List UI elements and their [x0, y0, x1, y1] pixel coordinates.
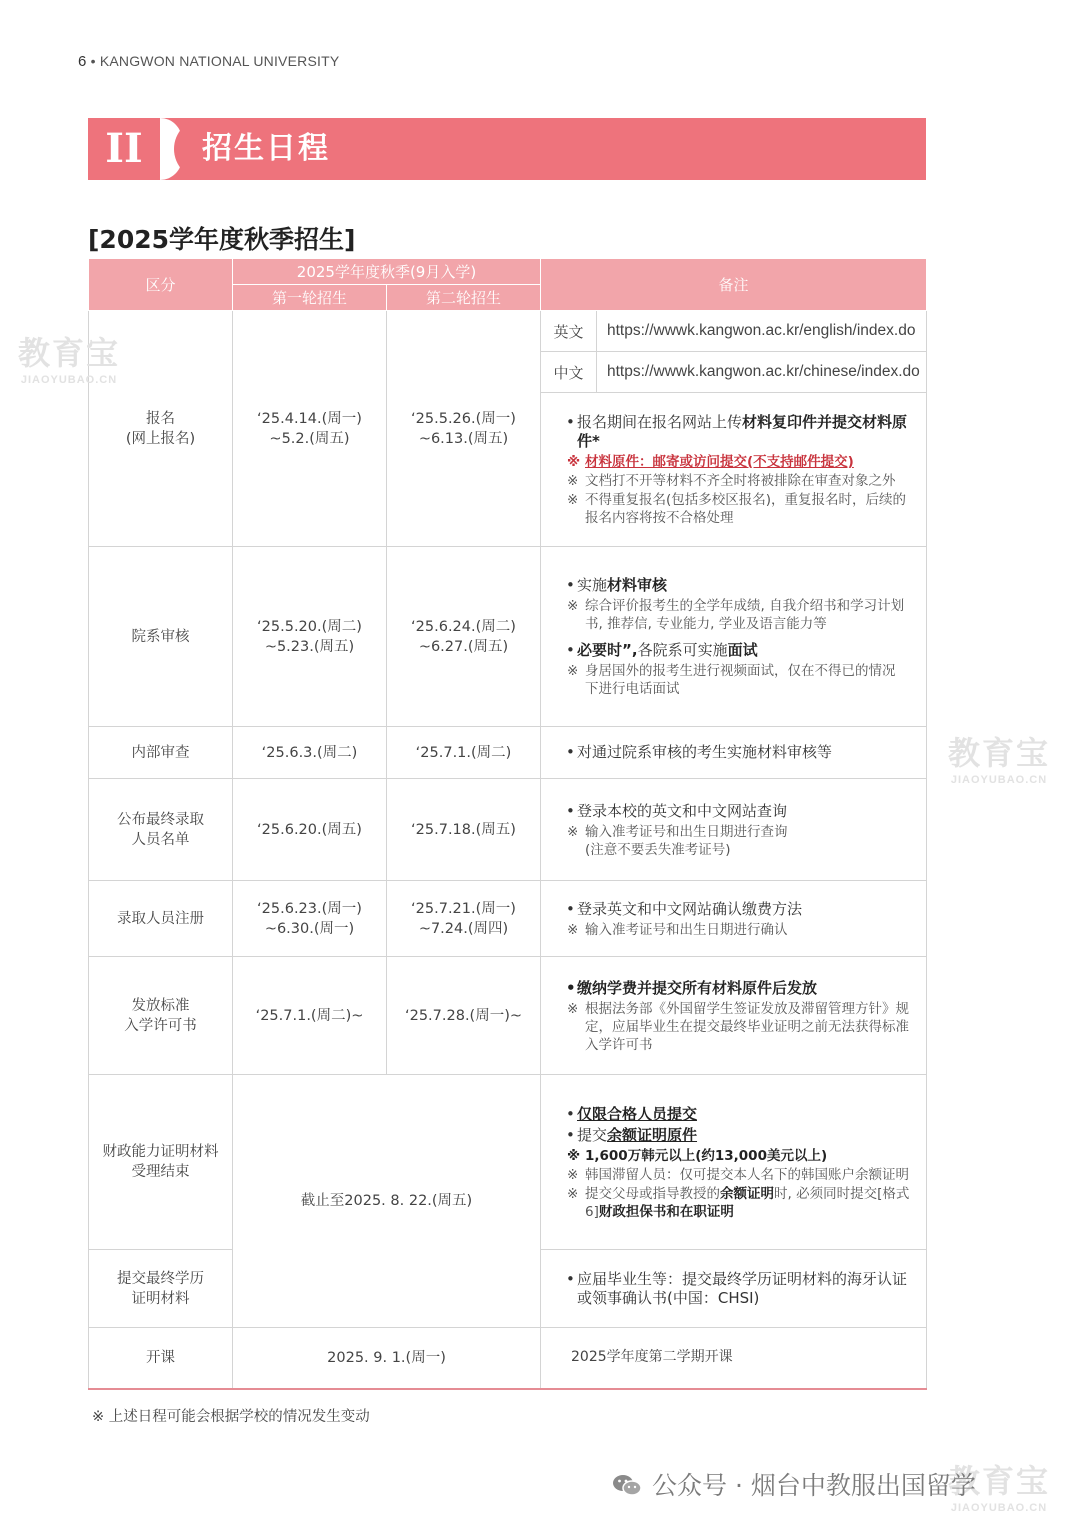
- watermark: 教育宝 JIAOYUBAO.CN: [948, 734, 1051, 786]
- apply-round1: ‘25.4.14.(周一) ~5.2.(周五): [233, 311, 387, 547]
- table-row-permit: [89, 957, 927, 1075]
- table-row-class: [89, 1328, 927, 1389]
- review-round1: ‘25.5.20.(周二) ~5.23.(周五): [233, 547, 387, 727]
- section-title: 招生日程: [202, 131, 330, 166]
- wechat-icon: [612, 1473, 642, 1497]
- page-header: 6 • KANGWON NATIONAL UNIVERSITY: [78, 53, 340, 70]
- internal-round1: ‘25.6.3.(周二): [233, 727, 387, 779]
- review-remarks: • 实施材料审核 ※ 综合评价报考生的全学年成绩, 自我介绍书和学习计划书, 推荐信, 专业能力, 学业及语言能力等 • 必要时”,各院系可实施面试 ※ 身居国外的报考生进行视频面试，仅在不得已的情况 下进行电话面试: [541, 547, 927, 727]
- page-number: 6: [78, 53, 87, 70]
- header-round1: 第一轮招生: [233, 285, 387, 311]
- header-remarks: 备注: [541, 259, 927, 311]
- url-chinese[interactable]: [597, 352, 927, 393]
- lang-zh: 中文: [541, 352, 597, 393]
- url-english-link[interactable]: https://wwwk.kangwon.ac.kr/english/index.do: [607, 322, 916, 339]
- admission-schedule-table: [88, 258, 927, 1390]
- table-row-review: [89, 547, 927, 727]
- university-name: KANGWON NATIONAL UNIVERSITY: [99, 53, 340, 69]
- footnote: ※ 上述日程可能会根据学校的情况发生变动: [92, 1409, 370, 1425]
- table-row-apply: [89, 311, 927, 352]
- apply-round2: ‘25.5.26.(周一) ~6.13.(周五): [387, 311, 541, 547]
- category-permit: 发放标准 入学许可书: [89, 957, 233, 1075]
- register-remarks: • 登录英文和中文网站确认缴费方法 ※ 输入准考证号和出生日期进行确认: [541, 881, 927, 957]
- social-account-text: 公众号 · 烟台中教服出国留学: [652, 1471, 976, 1500]
- register-round1: ‘25.6.23.(周一) ~6.30.(周一): [233, 881, 387, 957]
- announce-round1: ‘25.6.20.(周五): [233, 779, 387, 881]
- final-docs-remarks: • 应届毕业生等：提交最终学历证明材料的海牙认证或领事确认书(中国：CHSI): [541, 1250, 927, 1328]
- lang-en: 英文: [541, 311, 597, 352]
- header-season: 2025学年度秋季(9月入学): [233, 259, 541, 285]
- finance-deadline: 截止至2025. 8. 22.(周五): [233, 1075, 541, 1328]
- table-row-announce: [89, 779, 927, 881]
- social-account: [612, 1466, 976, 1502]
- review-round2: ‘25.6.24.(周二) ~6.27.(周五): [387, 547, 541, 727]
- table-subtitle: [2025学年度秋季招生]: [88, 225, 356, 254]
- class-remarks: 2025学年度第二学期开课: [541, 1328, 927, 1389]
- internal-round2: ‘25.7.1.(周二): [387, 727, 541, 779]
- announce-remarks: • 登录本校的英文和中文网站查询 ※ 输入准考证号和出生日期进行查询 (注意不要丢失准考证号): [541, 779, 927, 881]
- section-banner: [88, 118, 926, 180]
- category-register: 录取人员注册: [89, 881, 233, 957]
- permit-round2: ‘25.7.28.(周一)~: [387, 957, 541, 1075]
- category-finance: 财政能力证明材料 受理结束: [89, 1075, 233, 1250]
- permit-remarks: • 缴纳学费并提交所有材料原件后发放 ※ 根据法务部《外国留学生签证发放及滞留管理方针》规定，应届毕业生在提交最终毕业证明之前无法获得标准入学许可书: [541, 957, 927, 1075]
- apply-note-red: ※ 材料原件：邮寄或访问提交(不支持邮件提交): [567, 453, 912, 471]
- category-final-docs: 提交最终学历 证明材料: [89, 1250, 233, 1328]
- header-round2: 第二轮招生: [387, 285, 541, 311]
- class-start-date: 2025. 9. 1.(周一): [233, 1328, 541, 1389]
- category-apply: 报名 (网上报名): [89, 311, 233, 547]
- category-internal: 内部审查: [89, 727, 233, 779]
- apply-remarks: • 报名期间在报名网站上传材料复印件并提交材料原件* ※ 材料原件：邮寄或访问提交(不支持邮件提交) ※ 文档打不开等材料不齐全时将被排除在审查对象之外 ※ 不得重复报名(包括多校区报名)，重复报名时，后续的报名内容将按不合格处理: [541, 393, 927, 547]
- url-english[interactable]: [597, 311, 927, 352]
- watermark: 教育宝 JIAOYUBAO.CN: [18, 334, 121, 386]
- permit-round1: ‘25.7.1.(周二)~: [233, 957, 387, 1075]
- finance-remarks: • 仅限合格人员提交 • 提交余额证明原件 ※ 1,600万韩元以上(约13,000美元以上) ※ 韩国滞留人员：仅可提交本人名下的韩国账户余额证明 ※ 提交父母或指导教授的余额证明时, 必须同时提交[格式6]财政担保书和在职证明: [541, 1075, 927, 1250]
- section-numeral: II: [105, 125, 143, 172]
- table-row-internal: [89, 727, 927, 779]
- url-chinese-link[interactable]: https://wwwk.kangwon.ac.kr/chinese/index.do: [607, 363, 920, 380]
- table-row-register: [89, 881, 927, 957]
- category-announce: 公布最终录取 人员名单: [89, 779, 233, 881]
- table-row-finance: [89, 1075, 927, 1250]
- category-review: 院系审核: [89, 547, 233, 727]
- announce-round2: ‘25.7.18.(周五): [387, 779, 541, 881]
- header-category: 区分: [89, 259, 233, 311]
- register-round2: ‘25.7.21.(周一) ~7.24.(周四): [387, 881, 541, 957]
- internal-remarks: • 对通过院系审核的考生实施材料审核等: [541, 727, 927, 779]
- watermark: 教育宝 JIAOYUBAO.CN: [948, 1462, 1051, 1514]
- category-class: 开课: [89, 1328, 233, 1389]
